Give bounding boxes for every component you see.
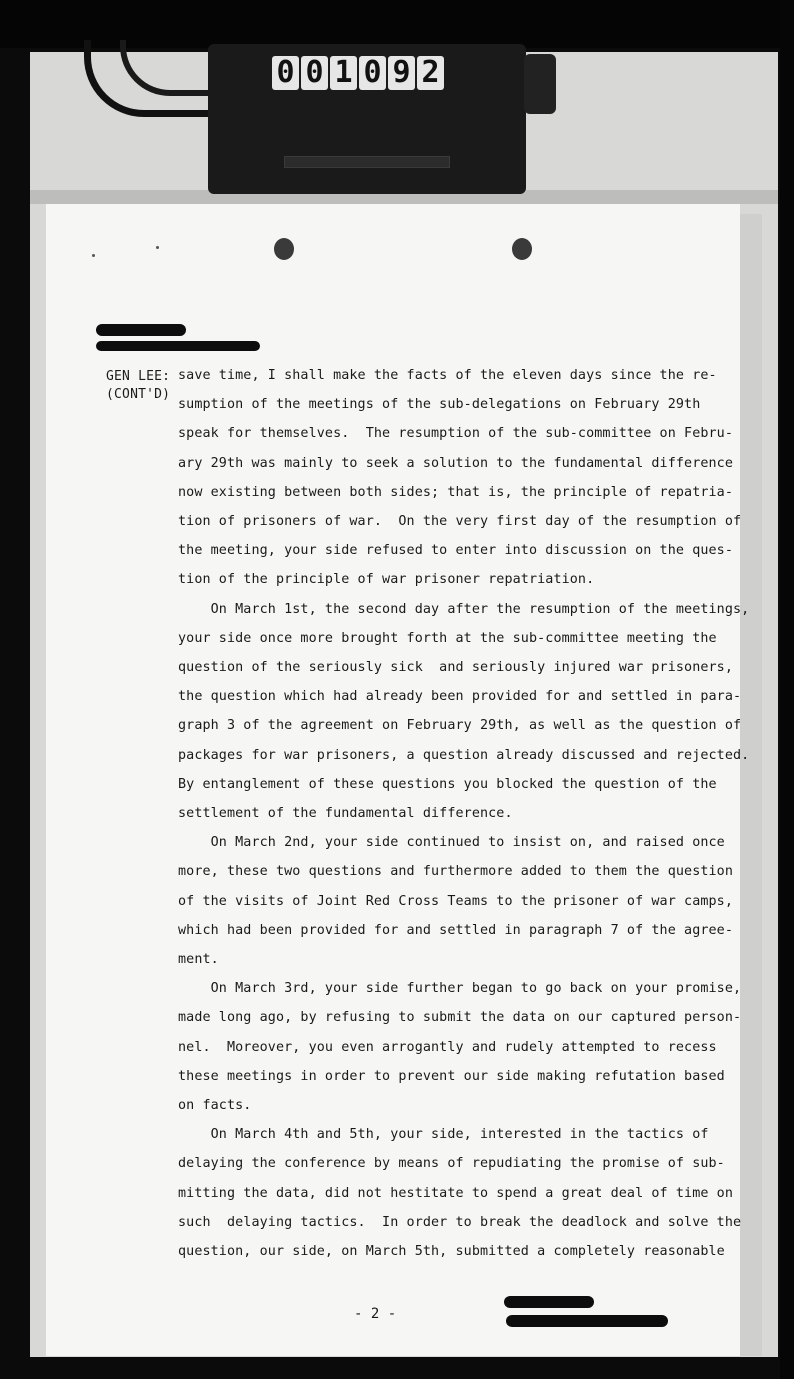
counter-digit: 0 (301, 56, 328, 90)
transcript-line: speak for themselves. The resumption of the sub-committee on Febru- (178, 426, 734, 442)
transcript-line: On March 4th and 5th, your side, interested in the tactics of (178, 1127, 709, 1143)
transcript-line: By entanglement of these questions you blocked the question of the (178, 776, 717, 792)
transcript-line: made long ago, by refusing to submit the data on our captured person- (178, 1010, 742, 1026)
speaker-label (106, 368, 170, 404)
speck (92, 254, 95, 257)
transcript-line: now existing between both sides; that is, the principle of repatria- (178, 484, 734, 500)
redaction-bar (504, 1296, 594, 1308)
transcript-line: question, our side, on March 5th, submitted a completely reasonable (178, 1244, 725, 1259)
transcript-line: nel. Moreover, you even arrogantly and rudely attempted to recess (178, 1039, 717, 1055)
transcript-line: On March 1st, the second day after the resumption of the meetings, (178, 601, 750, 617)
transcript-line: tion of the principle of war prisoner repatriation. (178, 572, 595, 588)
redaction-bar (96, 324, 186, 336)
speck (156, 246, 159, 249)
film-border-right (780, 0, 794, 1379)
transcript-line: packages for war prisoners, a question already discussed and rejected. (178, 747, 750, 763)
redaction-bar (506, 1315, 668, 1327)
counter-digit: 1 (330, 56, 357, 90)
transcript-line: the question which had already been provided for and settled in para- (178, 689, 742, 705)
transcript-line: graph 3 of the agreement on February 29th, as well as the question of (178, 718, 742, 734)
counter-digit: 2 (417, 56, 444, 90)
counter-digit: 0 (272, 56, 299, 90)
transcript-line: tion of prisoners of war. On the very first day of the resumption of (178, 514, 742, 529)
transcript-line: your side once more brought forth at the sub-committee meeting the (178, 630, 717, 646)
counter-knob (524, 54, 556, 114)
frame-counter-digits (272, 56, 444, 92)
transcript-line: which had been provided for and settled in paragraph 7 of the agree- (178, 922, 734, 938)
transcript-line: question of the seriously sick and seriously injured war prisoners, (178, 660, 734, 675)
punch-hole-left (274, 238, 294, 260)
speaker-continued: (CONT'D) (106, 387, 171, 402)
transcript-line: ary 29th was mainly to seek a solution to the fundamental difference (178, 455, 734, 471)
transcript-line: of the visits of Joint Red Cross Teams to the prisoner of war camps, (178, 893, 734, 909)
punch-hole-right (512, 238, 532, 260)
transcript-line: sumption of the meetings of the sub-delegations on February 29th (178, 397, 701, 413)
transcript-line: these meetings in order to prevent our side making refutation based (178, 1068, 725, 1084)
counter-slot (284, 156, 450, 168)
transcript-line: settlement of the fundamental difference. (178, 806, 513, 821)
counter-digit: 0 (359, 56, 386, 90)
transcript-line: On March 3rd, your side further began to go back on your promise, (178, 981, 742, 997)
transcript-line: on facts. (178, 1098, 252, 1113)
page-number: - 2 - (354, 1306, 397, 1322)
counter-digit: 9 (388, 56, 415, 90)
redaction-bar (96, 341, 260, 351)
transcript-line: such delaying tactics. In order to break the deadlock and solve the (178, 1214, 742, 1230)
transcript-line: delaying the conference by means of repudiating the promise of sub- (178, 1156, 725, 1172)
transcript-line: mitting the data, did not hestitate to spend a great deal of time on (178, 1185, 734, 1201)
transcript-line: On March 2nd, your side continued to insist on, and raised once (178, 835, 725, 851)
transcript-line: ment. (178, 952, 219, 967)
speaker-name: GEN LEE: (106, 369, 171, 384)
transcript-line: save time, I shall make the facts of the eleven days since the re- (178, 368, 717, 383)
transcript-line: the meeting, your side refused to enter into discussion on the ques- (178, 543, 734, 559)
page-shadow (740, 214, 762, 1356)
transcript-line: more, these two questions and furthermore added to them the question (178, 864, 734, 880)
